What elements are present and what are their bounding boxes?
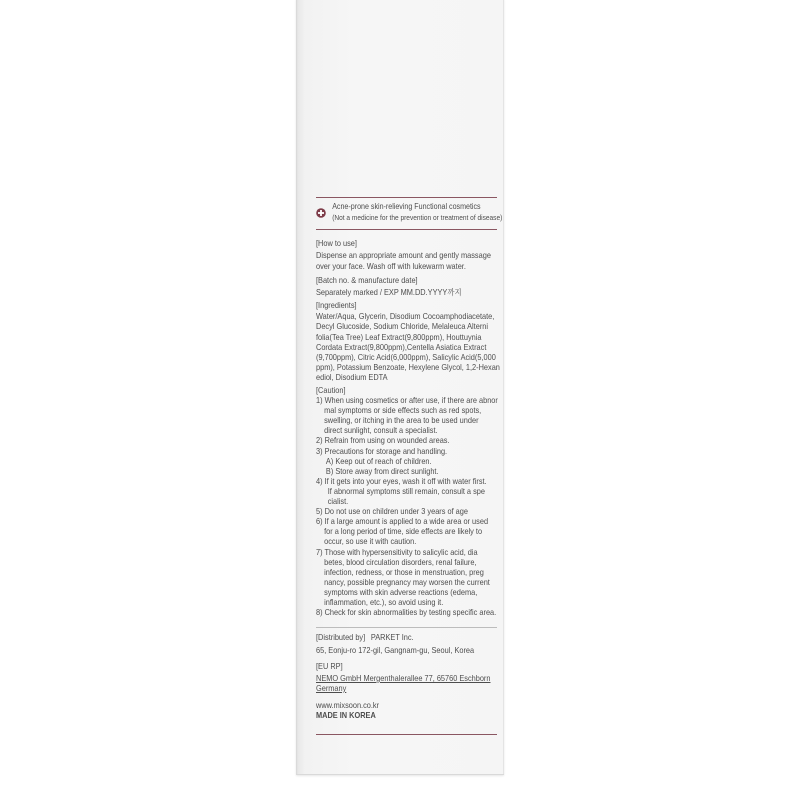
distributor-name: PARKET Inc.	[370, 633, 414, 642]
caution-line: inflammation, etc.), so avoid using it.	[324, 598, 444, 607]
caution-line: nancy, possible pregnancy may worsen the current	[324, 577, 490, 587]
ingredients-line: ediol, Disodium EDTA	[316, 372, 388, 382]
eu-rp-heading: [EU RP]	[316, 662, 343, 671]
caution-line: 3) Precautions for storage and handling.	[316, 446, 448, 456]
functional-note-title: Acne-prone skin-relieving Functional cosmetics	[332, 202, 481, 211]
panel-right-edge	[503, 0, 504, 774]
caution-line: swelling, or itching in the area to be used under	[324, 416, 479, 426]
distributor-label: [Distributed by]	[316, 633, 366, 642]
how-to-use-line: Dispense an appropriate amount and gently massage	[316, 251, 491, 260]
how-to-use-heading: [How to use]	[316, 239, 357, 248]
caution-line: mal symptoms or side effects such as red spots,	[324, 406, 482, 416]
ingredients-heading: [Ingredients]	[316, 301, 357, 310]
caution-line: If abnormal symptoms still remain, consult a spe	[327, 486, 485, 496]
caution-line: infection, redness, or those in menstruation, preg	[324, 567, 484, 577]
caution-line: 2) Refrain from using on wounded areas.	[316, 436, 450, 446]
how-to-use-line: over your face. Wash off with lukewarm water.	[316, 262, 466, 271]
batch-text: Separately marked / EXP MM.DD.YYYY까지	[316, 288, 462, 297]
ingredients-line: Cordata Extract(9,800ppm),Centella Asiatica Extract	[316, 342, 487, 352]
made-in-label: MADE IN KOREA	[316, 711, 376, 720]
ingredients-line: (9,700ppm), Citric Acid(6,000ppm), Salicylic Acid(5,000	[316, 352, 496, 362]
caution-line: 1) When using cosmetics or after use, if there are abnor	[316, 396, 498, 405]
caution-line: betes, blood circulation disorders, renal failure,	[324, 557, 477, 567]
ingredients-line: Water/Aqua, Glycerin, Disodium Cocoamphodiacetate,	[316, 312, 495, 321]
ingredients-line: Decyl Glucoside, Sodium Chloride, Melaleuca Alterni	[316, 322, 489, 331]
batch-heading: [Batch no. & manufacture date]	[316, 276, 418, 285]
website-url: www.mixsoon.co.kr	[316, 701, 380, 710]
functional-note-disclaimer: (Not a medicine for the prevention or treatment of disease)	[332, 213, 503, 222]
caution-line: 7) Those with hypersensitivity to salicylic acid, dia	[316, 547, 478, 557]
distributor-address: 65, Eonju-ro 172-gil, Gangnam-gu, Seoul, Korea	[316, 646, 475, 655]
label-text-column	[316, 0, 503, 800]
caution-line: B) Store away from direct sunlight.	[325, 466, 439, 476]
caution-line: 8) Check for skin abnormalities by testing specific area.	[316, 608, 497, 618]
caution-line: occur, so use it with caution.	[324, 537, 417, 547]
caution-line: direct sunlight, consult a specialist.	[324, 426, 438, 436]
caution-line: A) Keep out of reach of children.	[325, 456, 432, 466]
caution-line: cialist.	[327, 497, 349, 506]
ingredients-line: ppm), Potassium Benzoate, Hexylene Glycol, 1,2-Hexan	[316, 362, 500, 372]
caution-line: 6) If a large amount is applied to a wide area or used	[316, 517, 489, 527]
ingredients-line: folia(Tea Tree) Leaf Extract(9,800ppm), Houttuynia	[316, 332, 482, 342]
caution-line: symptoms with skin adverse reactions (edema,	[324, 587, 478, 597]
caution-heading: [Caution]	[316, 386, 346, 395]
eu-rp-address-line: NEMO GmbH Mergenthalerallee 77, 65760 Eschborn	[316, 674, 491, 683]
caution-line: for a long period of time, side effects are likely to	[324, 527, 483, 537]
caution-line: 4) If it gets into your eyes, wash it off with water first.	[316, 476, 487, 486]
caution-line: 5) Do not use on children under 3 years of age	[316, 507, 468, 517]
eu-rp-country: Germany	[316, 684, 347, 693]
